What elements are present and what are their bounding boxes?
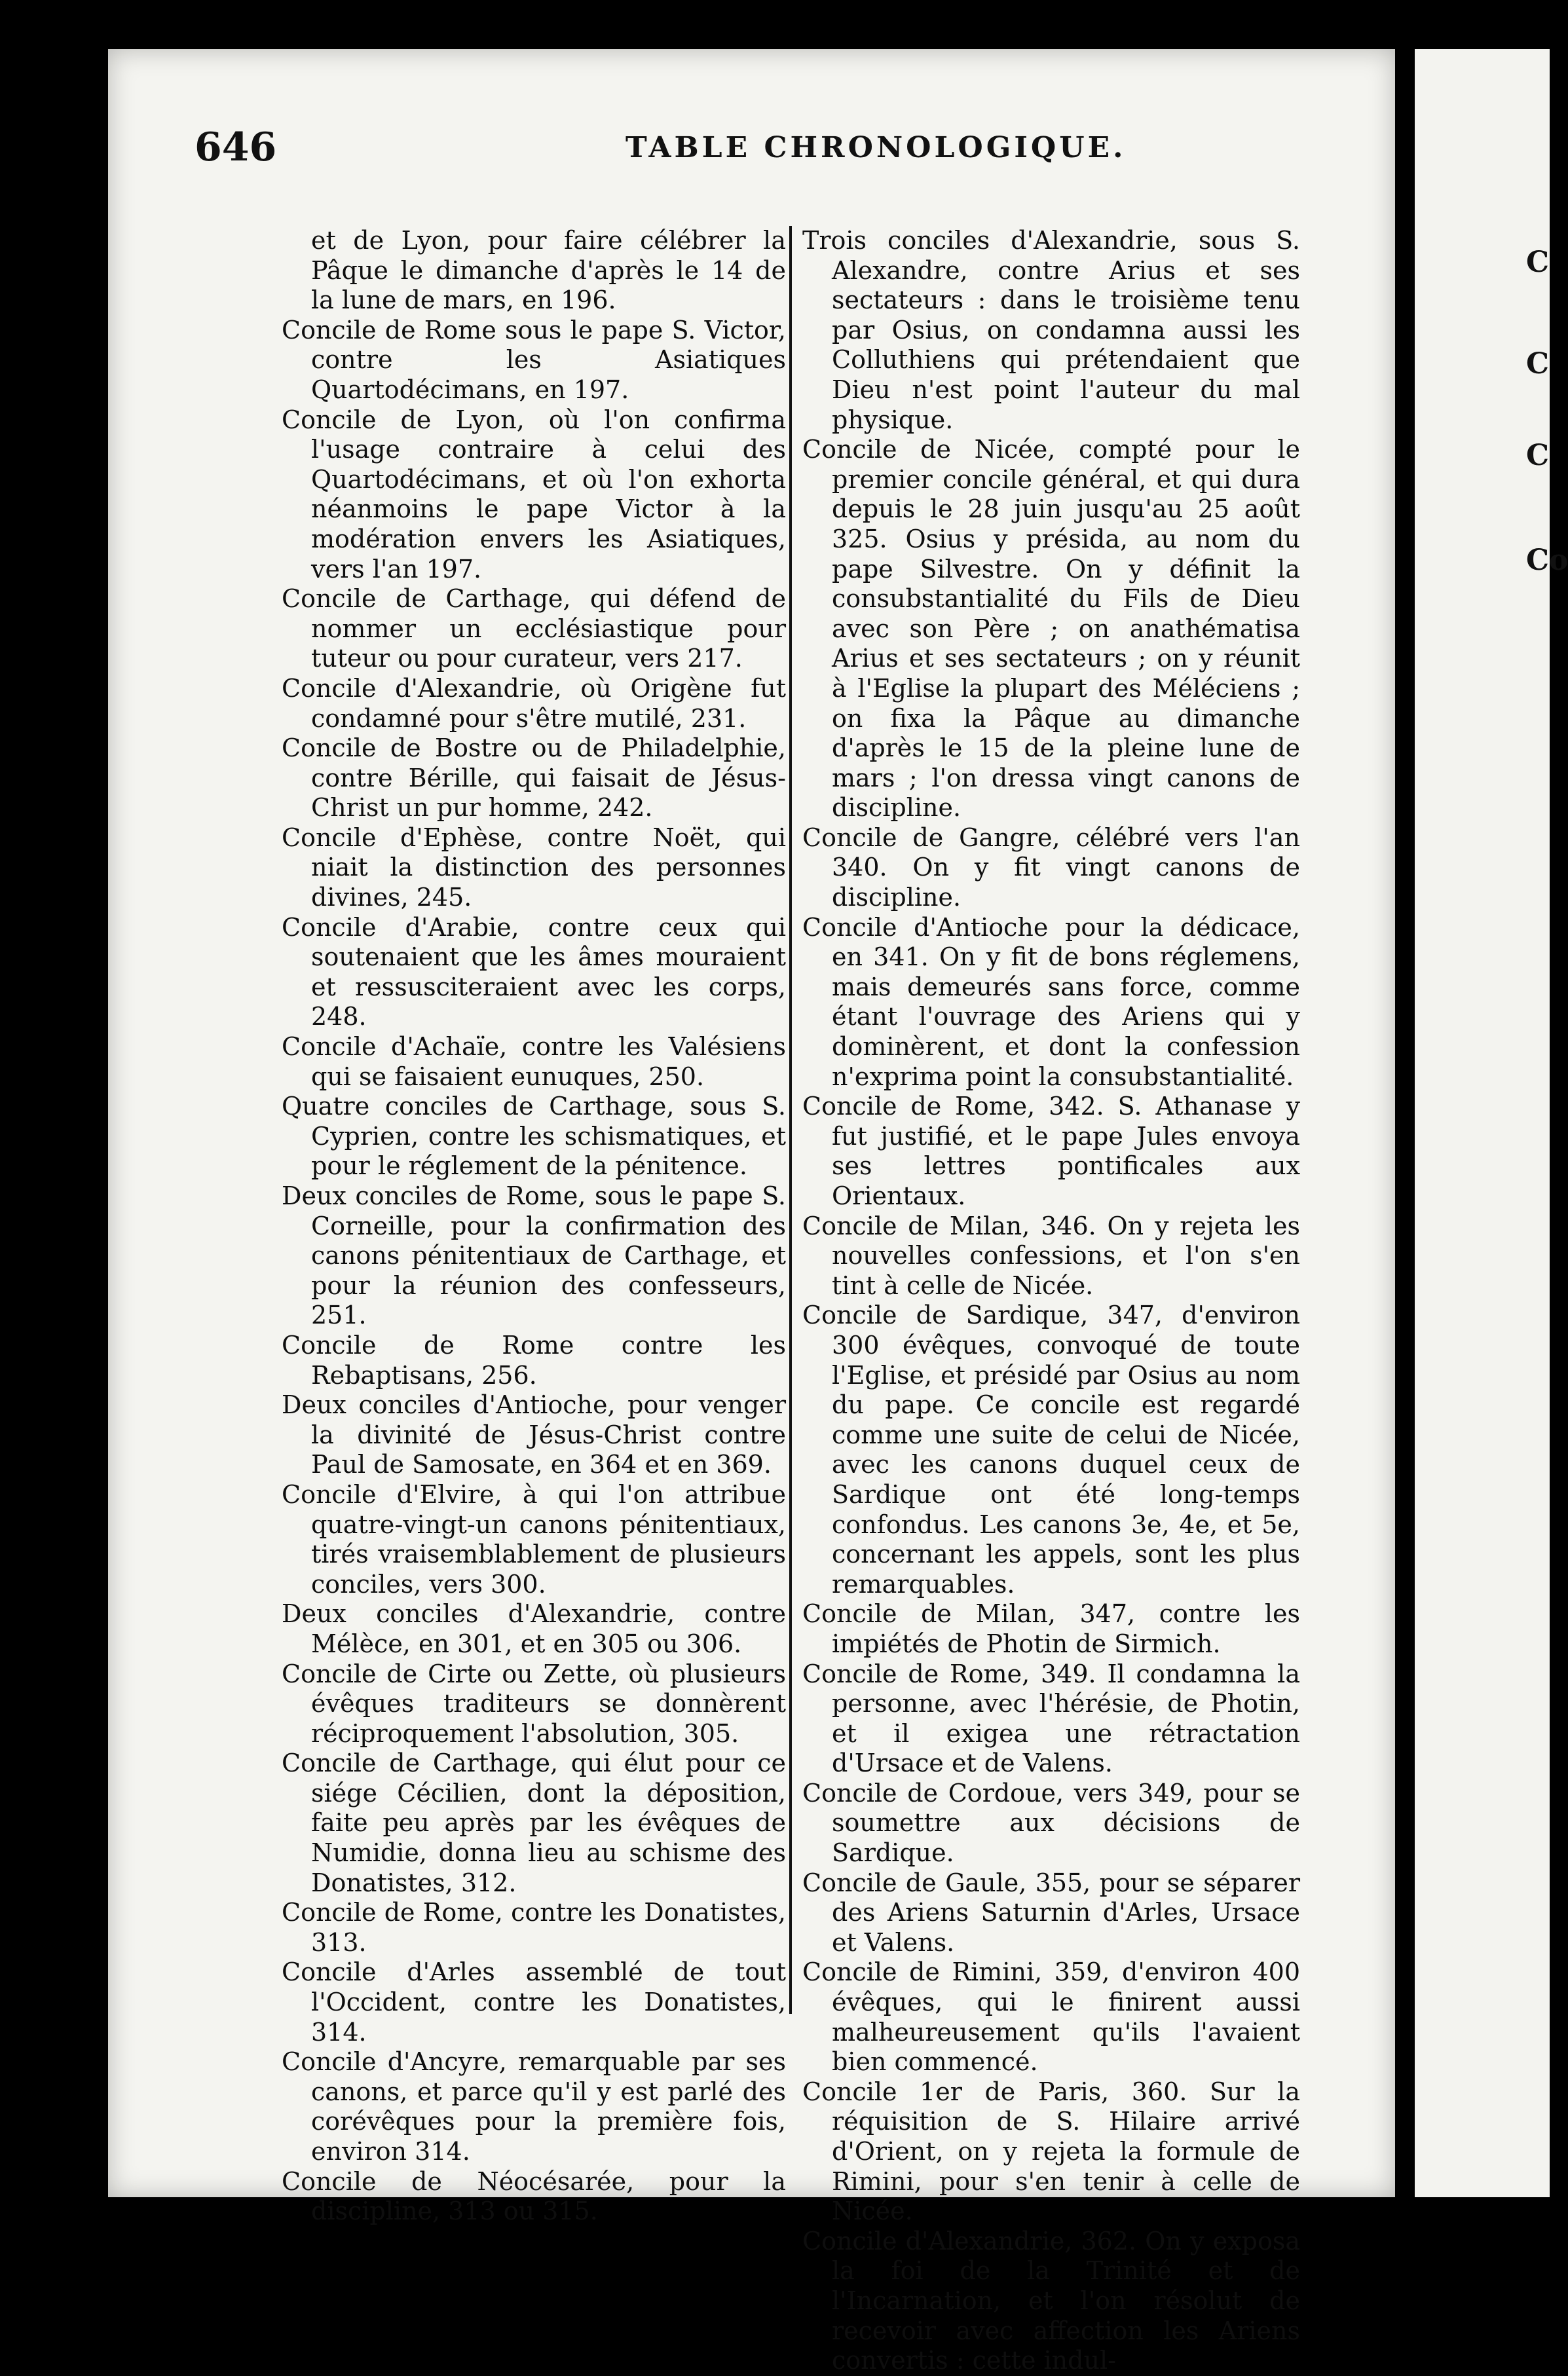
- council-entry: Concile d'Arles assemblé de tout l'Occident, contre les Donatistes, 314.: [282, 1958, 786, 2047]
- council-entry: Concile de Cordoue, vers 349, pour se soumettre aux décisions de Sardique.: [802, 1778, 1300, 1868]
- council-entry: Concile de Carthage, qui défend de nommer un ecclésiastique pour tuteur ou pour curateur, vers 217.: [282, 584, 786, 673]
- council-entry: Concile de Rimini, 359, d'environ 400 évêques, qui le finirent aussi malheureusement qu'ils l'avaient bien commencé.: [802, 1958, 1300, 2077]
- council-entry: Concile de Milan, 346. On y rejeta les nouvelles confessions, et l'on s'en tint à celle de Nicée.: [802, 1211, 1300, 1300]
- running-head: TABLE CHRONOLOGIQUE.: [625, 131, 1127, 164]
- council-entry: Concile d'Ephèse, contre Noët, qui niait la distinction des personnes divines, 245.: [282, 823, 786, 912]
- council-entry: Concile de Sardique, 347, d'environ 300 évêques, convoqué de toute l'Eglise, et présidé par Osius au nom du pape. Ce concile est regardé comme une suite de celui de Nicée, avec les canons duquel ceux de Sardique ont été long-temps confondus. Les canons 3e, 4e, et 5e, concernant les appels, sont les plus remarquables.: [802, 1301, 1300, 1599]
- council-entry: Concile de Rome, 342. S. Athanase y fut justifié, et le pape Jules envoya ses lettres pontificales aux Orientaux.: [802, 1092, 1300, 1210]
- council-entry: Concile de Rome sous le pape S. Victor, contre les Asiatiques Quartodécimans, en 197.: [282, 315, 786, 404]
- council-entry: Concile de Lyon, où l'on confirma l'usage contraire à celui des Quartodécimans, et où l'on exhorta néanmoins le pape Victor à la modération envers les Asiatiques, vers l'an 197.: [282, 405, 786, 584]
- council-entry: Deux conciles d'Antioche, pour venger la divinité de Jésus-Christ contre Paul de Samosate, en 364 et en 369.: [282, 1390, 786, 1479]
- council-entry: Concile de Cirte ou Zette, où plusieurs évêques traditeurs se donnèrent réciproquement l'absolution, 305.: [282, 1659, 786, 1748]
- council-entry: Concile d'Alexandrie, 362. On y exposa la foi de la Trinité et de l'Incarnation, et l'on résolut de recevoir avec affection les Ariens convertis : cette indul-: [802, 2226, 1300, 2375]
- council-entry: Concile d'Achaïe, contre les Valésiens qui se faisaient eunuques, 250.: [282, 1032, 786, 1091]
- council-entry: et de Lyon, pour faire célébrer la Pâque le dimanche d'après le 14 de la lune de mars, en 196.: [311, 226, 786, 315]
- council-entry: Concile 1er de Paris, 360. Sur la réquisition de S. Hilaire arrivé d'Orient, on y rejeta la formule de Rimini, pour s'en tenir à celle de Nicée.: [802, 2077, 1300, 2226]
- council-entry: Concile de Carthage, qui élut pour ce siége Cécilien, dont la déposition, faite peu après par les évêques de Numidie, donna lieu au schisme des Donatistes, 312.: [282, 1749, 786, 1897]
- council-entry: Concile de Nicée, compté pour le premier concile général, et qui dura depuis le 28 juin jusqu'au 25 août 325. Osius y présida, au nom du pape Silvestre. On y définit la consubstantialité du Fils de Dieu avec son Père ; on anathématisa Arius et ses sectateurs ; on y réunit à l'Eglise la plupart des Méléciens ; on fixa la Pâque au dimanche d'après le 15 de la pleine lune de mars ; l'on dressa vingt canons de discipline.: [802, 435, 1300, 823]
- adjacent-page-fragment: C: [1526, 347, 1550, 381]
- council-entry: Concile de Milan, 347, contre les impiétés de Photin de Sirmich.: [802, 1599, 1300, 1658]
- page-number: 646: [195, 124, 277, 170]
- council-entry: Concile d'Arabie, contre ceux qui soutenaient que les âmes mouraient et ressusciteraient avec les corps, 248.: [282, 912, 786, 1031]
- adjacent-page-fragment: C: [1526, 246, 1550, 279]
- council-entry: Concile d'Ancyre, remarquable par ses canons, et parce qu'il y est parlé des corévêques pour la première fois, environ 314.: [282, 2047, 786, 2166]
- council-entry: Deux conciles de Rome, sous le pape S. Corneille, pour la confirmation des canons pénitentiaux de Carthage, et pour la réunion des confesseurs, 251.: [282, 1181, 786, 1330]
- council-entry: Concile d'Alexandrie, où Origène fut condamné pour s'être mutilé, 231.: [282, 673, 786, 733]
- right-column: [802, 226, 1300, 2376]
- adjacent-page-fragment: C: [1526, 439, 1550, 472]
- adjacent-page-strip: [1415, 49, 1568, 2197]
- adjacent-page-fragment: Co: [1526, 544, 1568, 577]
- council-entry: Concile d'Elvire, à qui l'on attribue quatre-vingt-un canons pénitentiaux, tirés vraisemblablement de plusieurs conciles, vers 300.: [282, 1479, 786, 1599]
- left-column: [282, 226, 786, 2227]
- column-rule: [789, 226, 792, 2014]
- council-entry: Concile de Rome, contre les Donatistes, 313.: [282, 1898, 786, 1957]
- council-entry: Concile d'Antioche pour la dédicace, en 341. On y fit de bons réglemens, mais demeurés sans force, comme étant l'ouvrage des Ariens qui y dominèrent, et dont la confession n'exprima point la consubstantialité.: [802, 912, 1300, 1091]
- council-entry: Quatre conciles de Carthage, sous S. Cyprien, contre les schismatiques, et pour le réglement de la pénitence.: [282, 1092, 786, 1181]
- council-entry: Trois conciles d'Alexandrie, sous S. Alexandre, contre Arius et ses sectateurs : dans le troisième tenu par Osius, on condamna aussi les Colluthiens qui prétendaient que Dieu n'est point l'auteur du mal physique.: [802, 226, 1300, 434]
- council-entry: Concile de Gaule, 355, pour se séparer des Ariens Saturnin d'Arles, Ursace et Valens.: [802, 1868, 1300, 1957]
- council-entry: Concile de Bostre ou de Philadelphie, contre Bérille, qui faisait de Jésus-Christ un pur homme, 242.: [282, 733, 786, 823]
- council-entry: Deux conciles d'Alexandrie, contre Mélèce, en 301, et en 305 ou 306.: [282, 1599, 786, 1658]
- council-entry: Concile de Rome contre les Rebaptisans, 256.: [282, 1330, 786, 1390]
- council-entry: Concile de Rome, 349. Il condamna la personne, avec l'hérésie, de Photin, et il exigea une rétractation d'Ursace et de Valens.: [802, 1659, 1300, 1778]
- council-entry: Concile de Gangre, célébré vers l'an 340. On y fit vingt canons de discipline.: [802, 823, 1300, 912]
- council-entry: Concile de Néocésarée, pour la discipline, 313 ou 315.: [282, 2166, 786, 2226]
